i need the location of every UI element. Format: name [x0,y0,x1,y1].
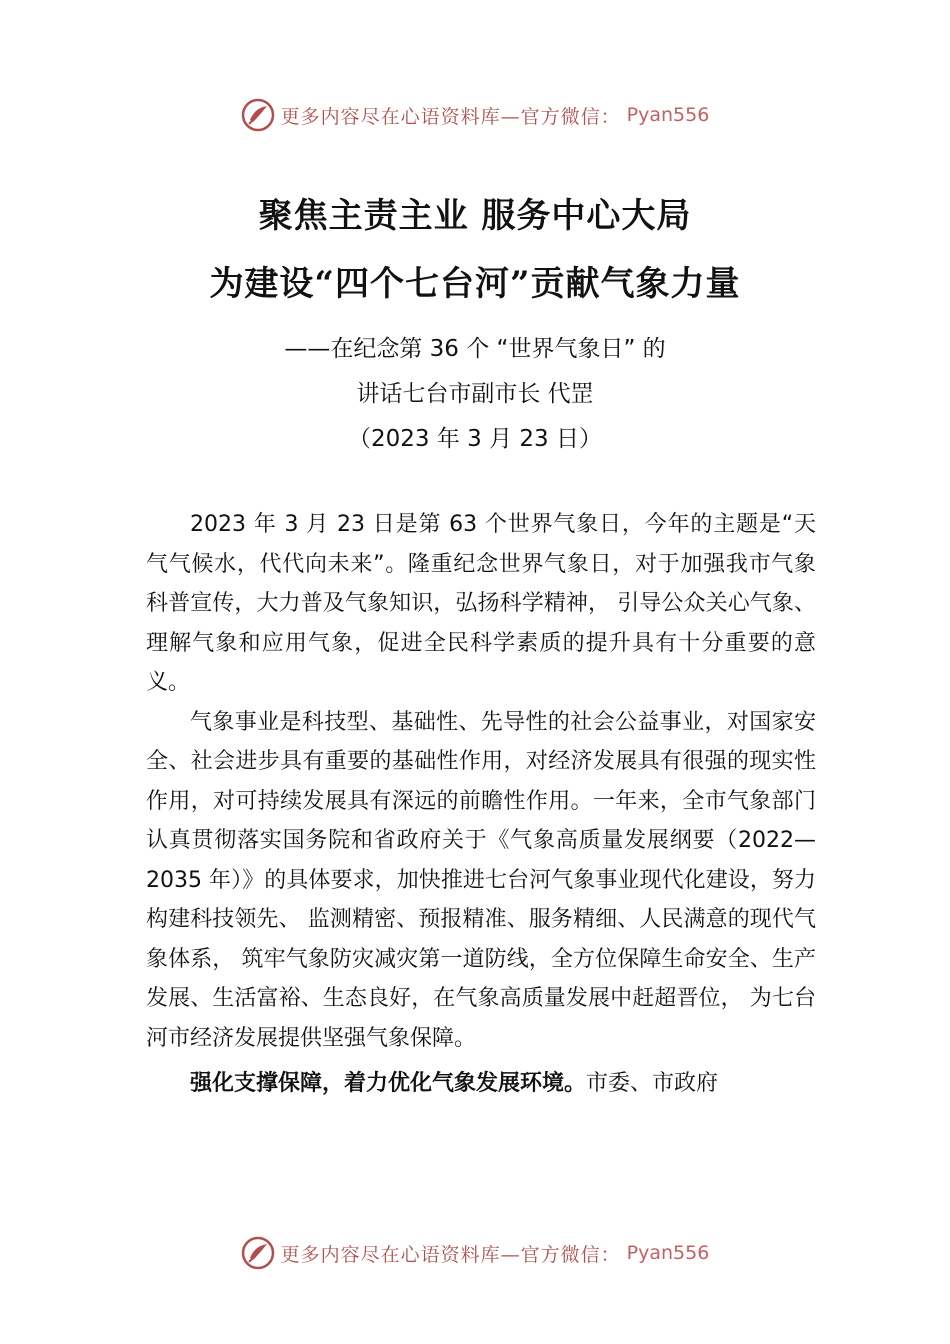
watermark-text: 更多内容尽在心语资料库—官方微信： [280,1243,621,1266]
title-line-2: 为建设“四个七台河”贡献气象力量 [209,264,741,304]
watermark-wechat-id: Pyan556 [626,104,710,126]
watermark-footer [0,1233,950,1273]
paragraph-3-heading: 强化支撑保障，着力优化气象发展环境。 [190,1071,587,1096]
watermark-logo-icon [241,98,275,132]
subtitle-occasion: ——在纪念第 36 个 “世界气象日” 的 [284,336,666,362]
title-line-1: 聚焦主责主业 服务中心大局 [258,196,692,236]
paragraph-1: 2023 年 3 月 23 日是第 63 个世界气象日，今年的主题是“天气气候水，代代向未来”。隆重纪念世界气象日，对于加强我市气象科普宣传，大力普及气象知识，弘扬科学精神， 引导公众关心气象、理解气象和应用气象，促进全民科学素质的提升具有十分重要的意义。 [146,512,816,695]
watermark-text: 更多内容尽在心语资料库—官方微信： [280,105,621,128]
watermark-header [0,95,950,135]
subtitle-speaker: 讲话七台市副市长 代罡 [356,381,594,407]
paragraph-2: 气象事业是科技型、基础性、先导性的社会公益事业，对国家安全、社会进步具有重要的基础性作用，对经济发展具有很强的现实性作用，对可持续发展具有深远的前瞻性作用。一年来，全市气象部门认真贯彻落实国务院和省政府关于《气象高质量发展纲要（2022—2035 年）》的具体要求，加快推进七台河气象事业现代化建设，努力构建科技领先、 监测精密、预报精准、服务精细、人民满意的现代气象体系， 筑牢气象防灾减灾第一道防线，全方位保障生命安全、生产发展、生活富裕、生态良好，在气象高质量发展中赶超晋位， 为七台河市经济发展提供坚强气象保障。 [146,709,816,1051]
watermark-wechat-id: Pyan556 [626,1242,710,1264]
paragraph-3-text: 市委、市政府 [586,1071,719,1096]
subtitle-date: （2023 年 3 月 23 日） [348,426,602,452]
watermark-logo-icon [241,1236,275,1270]
speech-body [146,505,816,1104]
paragraph-3 [146,1064,816,1104]
